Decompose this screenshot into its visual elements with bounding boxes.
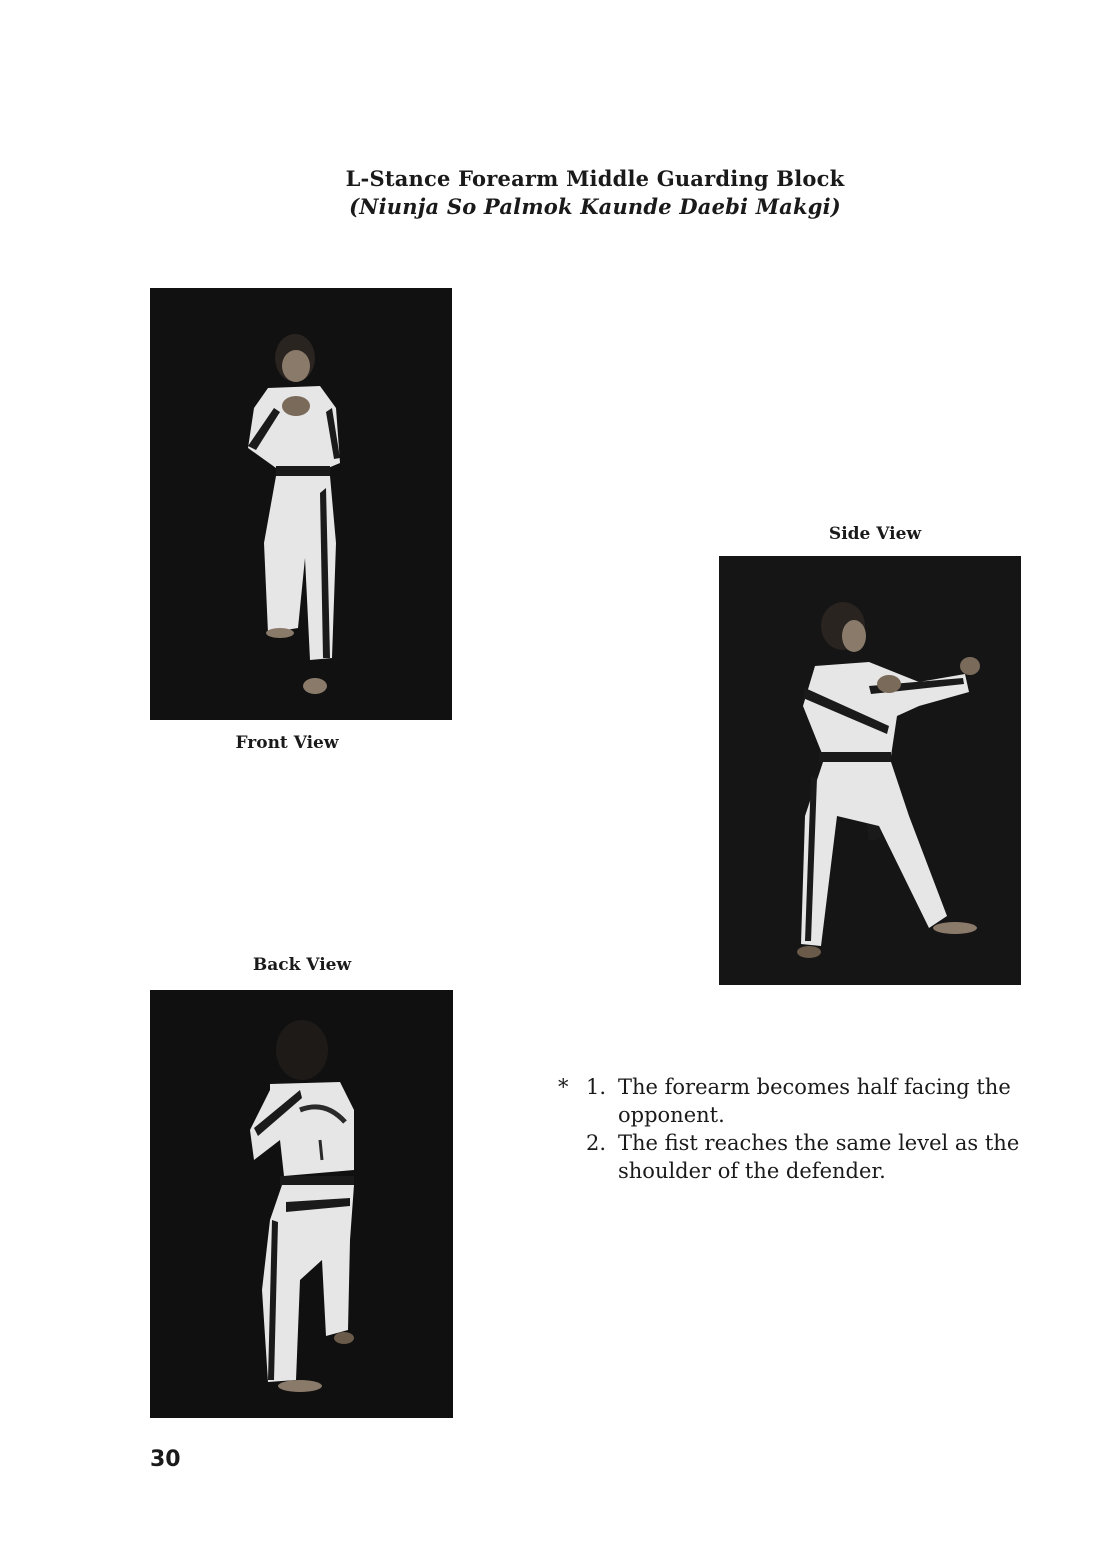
back-view-photo — [150, 990, 453, 1418]
note-text: The forearm becomes half facing the opponent. — [618, 1075, 1011, 1127]
front-view-figure — [150, 288, 452, 720]
page-title: L-Stance Forearm Middle Guarding Block — [345, 166, 845, 191]
front-view-photo — [150, 288, 452, 720]
side-view-figure — [719, 556, 1021, 985]
title-block — [300, 165, 890, 221]
side-view-photo — [719, 556, 1021, 985]
note-number: 1. — [586, 1075, 607, 1099]
back-view-figure — [150, 990, 453, 1418]
page-number: 30 — [150, 1447, 181, 1472]
note-text: The fist reaches the same level as the shoulder of the defender. — [618, 1131, 1020, 1183]
note-marker: * — [558, 1075, 569, 1099]
list-item — [556, 1073, 1026, 1129]
front-view-caption: Front View — [235, 733, 339, 753]
note-number: 2. — [586, 1131, 607, 1155]
back-view-caption: Back View — [252, 955, 352, 975]
list-item — [556, 1129, 1026, 1185]
notes-list — [556, 1073, 1026, 1185]
page-subtitle: (Niunja So Palmok Kaunde Daebi Makgi) — [349, 194, 841, 219]
side-view-caption: Side View — [828, 524, 922, 544]
